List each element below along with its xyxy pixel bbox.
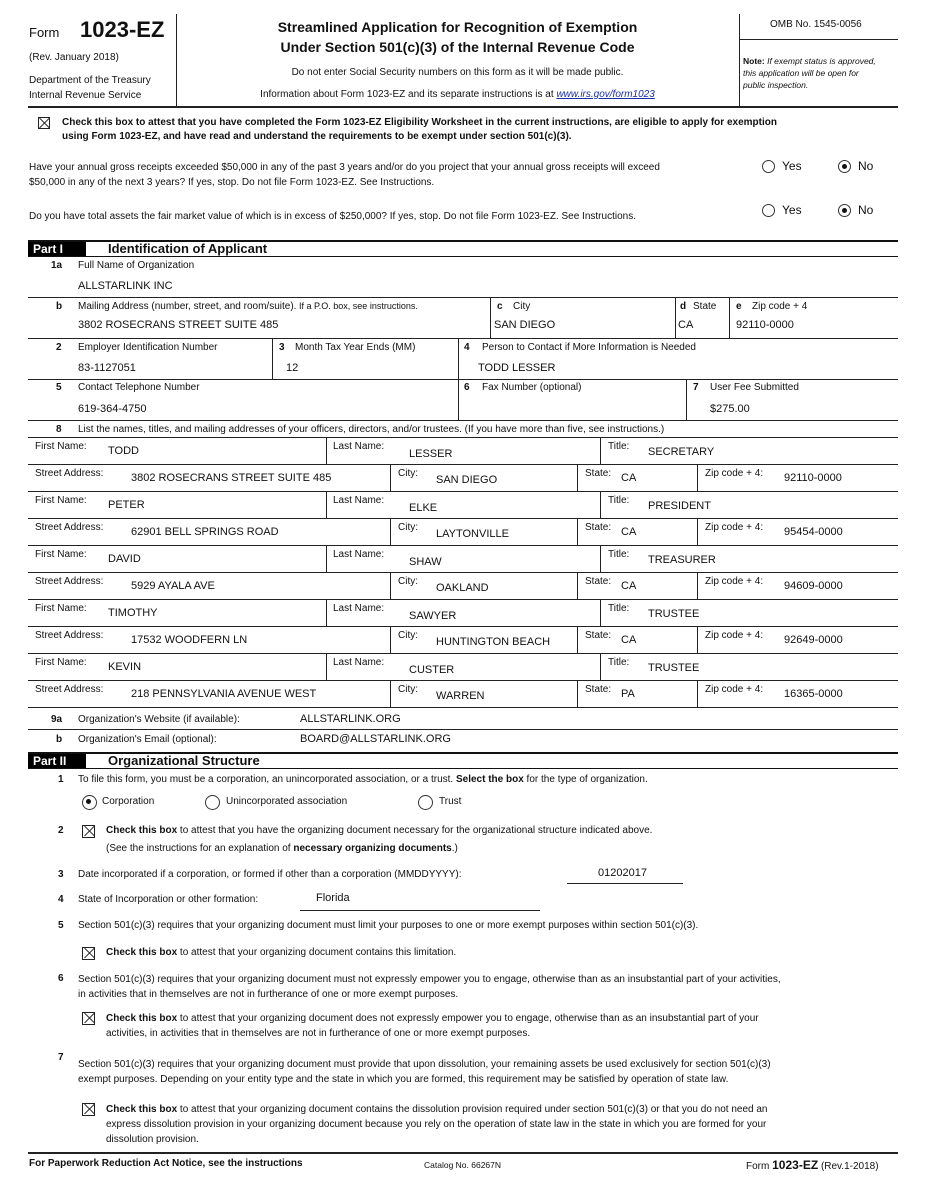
total-assets-yes-radio[interactable]: [762, 204, 775, 217]
paperwork-notice: For Paperwork Reduction Act Notice, see the instructions: [29, 1158, 303, 1169]
line-c-number: c: [497, 301, 503, 312]
state-label: State: [693, 301, 717, 312]
officer-last-label: Last Name:: [333, 441, 385, 452]
website-field[interactable]: ALLSTARLINK.ORG: [300, 713, 401, 725]
ssn-note: Do not enter Social Security numbers on this form as it will be made public.: [291, 67, 624, 78]
officer-col-divider: [577, 518, 578, 545]
catalog-number: Catalog No. 66267N: [424, 1160, 502, 1170]
officer-last-label: Last Name:: [333, 495, 385, 506]
line-3-number: 3: [279, 342, 285, 353]
officer-row-divider: [28, 464, 898, 465]
col-rule: [490, 297, 491, 338]
part1-title: Identification of Applicant: [108, 241, 268, 256]
officer-first-field[interactable]: TIMOTHY: [108, 607, 158, 619]
officer-col-divider: [600, 599, 601, 626]
phone-field[interactable]: 619-364-4750: [78, 403, 147, 415]
officer-street-field[interactable]: 3802 ROSECRANS STREET SUITE 485: [131, 472, 332, 484]
gross-receipts-no-radio[interactable]: [838, 160, 851, 173]
p2-line-7-number: 7: [58, 1052, 64, 1063]
officer-street-field[interactable]: 218 PENNSYLVANIA AVENUE WEST: [131, 688, 317, 700]
officer-row-divider: [28, 518, 898, 519]
officer-zip-label: Zip code + 4:: [705, 576, 764, 587]
line-5-number: 5: [56, 382, 62, 393]
officer-state-field[interactable]: CA: [621, 634, 637, 646]
fax-label: Fax Number (optional): [482, 382, 582, 393]
part1-label: Part I: [28, 242, 86, 256]
tax-year-label: Month Tax Year Ends (MM): [295, 342, 416, 353]
officer-title-field[interactable]: TRUSTEE: [648, 608, 700, 620]
date-incorporated-field[interactable]: 01202017: [598, 867, 647, 879]
empowerment-attest: Check this box to attest that your organizing document does not expressly empower you to engage, otherwise than as an insubstantial part of your activities, in activities that in themselves are not in furtherance of one or more exempt purposes.: [106, 1013, 759, 1039]
revision-date: (Rev. January 2018): [29, 52, 119, 63]
tax-year-field[interactable]: 12: [286, 362, 299, 374]
purpose-limitation-checkbox[interactable]: [82, 947, 95, 960]
row-rule: [28, 437, 898, 438]
part2-label: Part II: [28, 754, 86, 768]
officer-col-divider: [600, 437, 601, 464]
officer-first-label: First Name:: [35, 657, 87, 668]
officer-zip-label: Zip code + 4:: [705, 522, 764, 533]
officer-city-label: City:: [398, 468, 418, 479]
officer-last-label: Last Name:: [333, 549, 385, 560]
eligibility-attest-text: Check this box to attest that you have completed the Form 1023-EZ Eligibility Worksheet in the current instructions, are eligible to apply for exemption using Form 1023-EZ, and have read and understand the requirements to be exempt under section 501(c)(3).: [62, 117, 777, 142]
header-bottom-rule: [28, 106, 898, 108]
part2-title: Organizational Structure: [108, 753, 260, 768]
info-line: Information about Form 1023-EZ and its separate instructions is at www.irs.gov/form1023: [260, 89, 655, 100]
user-fee-field[interactable]: $275.00: [710, 403, 750, 415]
col-rule: [272, 338, 273, 379]
officer-col-divider: [600, 653, 601, 680]
state-field[interactable]: CA: [678, 319, 694, 331]
form-word: Form: [29, 25, 60, 40]
officer-title-label: Title:: [608, 549, 630, 560]
row-rule: [28, 729, 898, 730]
officer-city-field[interactable]: WARREN: [436, 690, 485, 702]
officer-row-divider: [28, 545, 898, 546]
officer-col-divider: [697, 572, 698, 599]
officers-instruction: List the names, titles, and mailing addresses of your officers, directors, and/or trustees. (If you have more than five, see instructions.): [78, 424, 665, 435]
dissolution-attest: Check this box to attest that your organizing document contains the dissolution provision required under section 501(c)(3) or that you do not need an express dissolution provision in your organizing document because you rely on the operation of state law in the state in which you are formed for your dissolution provision.: [106, 1104, 768, 1145]
officer-row-divider: [28, 653, 898, 654]
contact-person-field[interactable]: TODD LESSER: [478, 362, 556, 374]
organizing-document-note: (See the instructions for an explanation of necessary organizing documents.): [106, 843, 458, 854]
officer-col-divider: [390, 464, 391, 491]
officer-row-divider: [28, 572, 898, 573]
officer-first-label: First Name:: [35, 603, 87, 614]
city-field[interactable]: SAN DIEGO: [494, 319, 556, 331]
officer-title-field[interactable]: SECRETARY: [648, 446, 715, 458]
footer-form-id: Form 1023-EZ (Rev.1-2018): [746, 1158, 879, 1172]
officer-col-divider: [577, 464, 578, 491]
officer-street-field[interactable]: 17532 WOODFERN LN: [131, 634, 248, 646]
officer-col-divider: [577, 626, 578, 653]
officer-street-label: Street Address:: [35, 468, 104, 479]
officer-last-field[interactable]: LESSER: [409, 448, 453, 460]
date-incorporated-label: Date incorporated if a corporation, or formed if other than a corporation (MMDDYYYY):: [78, 869, 462, 880]
row-rule: [28, 420, 898, 421]
officer-row-divider: [28, 491, 898, 492]
officer-row-divider: [28, 599, 898, 600]
line-9a-number: 9a: [51, 714, 63, 725]
row-rule: [28, 297, 898, 298]
officer-city-field[interactable]: LAYTONVILLE: [436, 528, 509, 540]
officer-title-field[interactable]: PRESIDENT: [648, 500, 711, 512]
officer-state-field[interactable]: CA: [621, 580, 637, 592]
gross-receipts-question: Have your annual gross receipts exceeded $50,000 in any of the past 3 years and/or do you project that your annual gross receipts will exceed $50,000 in any of the next 3 years? If yes, stop. Do not file Form 1023-EZ. See Instructions.: [29, 162, 660, 188]
officer-zip-field[interactable]: 16365-0000: [784, 688, 843, 700]
officer-state-label: State:: [585, 576, 612, 587]
dissolution-checkbox[interactable]: [82, 1103, 95, 1116]
row-rule: [28, 379, 898, 380]
phone-label: Contact Telephone Number: [78, 382, 200, 393]
officer-zip-field[interactable]: 92110-0000: [784, 472, 842, 484]
officer-col-divider: [326, 437, 327, 464]
total-assets-no-label: No: [858, 203, 874, 217]
dept-line-2: Internal Revenue Service: [29, 90, 142, 101]
officer-last-field[interactable]: SHAW: [409, 556, 442, 568]
header-divider-right: [739, 14, 740, 106]
officer-first-label: First Name:: [35, 549, 87, 560]
officer-col-divider: [697, 680, 698, 707]
officer-col-divider: [697, 464, 698, 491]
officer-street-label: Street Address:: [35, 576, 104, 587]
officer-title-label: Title:: [608, 657, 630, 668]
date-underline: [567, 883, 683, 884]
dissolution-text: Section 501(c)(3) requires that your organizing document must provide that upon dissolution, your remaining assets be used exclusively for section 501(c)(3) exempt purposes. Depending on your entity type and the state in which you are formed, this requirement may be satisfied by operation of state law.: [78, 1059, 771, 1085]
officer-first-field[interactable]: DAVID: [108, 553, 141, 565]
omb-rule: [739, 39, 898, 40]
officer-street-label: Street Address:: [35, 630, 104, 641]
line-8-number: 8: [56, 424, 62, 435]
user-fee-label: User Fee Submitted: [710, 382, 799, 393]
officer-last-field[interactable]: ELKE: [409, 502, 438, 514]
row-rule: [28, 338, 898, 339]
mailing-address-field[interactable]: 3802 ROSECRANS STREET SUITE 485: [78, 319, 279, 331]
officer-col-divider: [697, 518, 698, 545]
officer-street-label: Street Address:: [35, 522, 104, 533]
officer-city-field[interactable]: OAKLAND: [436, 582, 489, 594]
col-rule: [686, 379, 687, 420]
eligibility-attest-checkbox[interactable]: [38, 117, 50, 129]
officer-state-label: State:: [585, 684, 612, 695]
officer-title-label: Title:: [608, 441, 630, 452]
officer-street-label: Street Address:: [35, 684, 104, 695]
officer-col-divider: [326, 653, 327, 680]
officer-city-field[interactable]: SAN DIEGO: [436, 474, 498, 486]
officer-col-divider: [390, 626, 391, 653]
officer-zip-field[interactable]: 94609-0000: [784, 580, 843, 592]
line-6-number: 6: [464, 382, 470, 393]
omb-number: OMB No. 1545-0056: [770, 19, 862, 30]
org-name-field[interactable]: ALLSTARLINK INC: [78, 280, 173, 292]
empowerment-checkbox[interactable]: [82, 1012, 95, 1025]
officer-col-divider: [326, 599, 327, 626]
officer-first-field[interactable]: PETER: [108, 499, 145, 511]
officer-zip-label: Zip code + 4:: [705, 630, 764, 641]
state-underline: [300, 910, 540, 911]
part1-header: [28, 240, 898, 257]
officer-first-label: First Name:: [35, 495, 87, 506]
officer-row-divider: [28, 680, 898, 681]
line-4-number: 4: [464, 342, 470, 353]
officer-state-field[interactable]: CA: [621, 526, 637, 538]
officer-zip-label: Zip code + 4:: [705, 684, 764, 695]
officer-title-field[interactable]: TREASURER: [648, 554, 716, 566]
p2-line-5-number: 5: [58, 920, 64, 931]
officer-col-divider: [697, 626, 698, 653]
officer-first-field[interactable]: KEVIN: [108, 661, 142, 673]
officer-col-divider: [326, 545, 327, 572]
officer-state-field[interactable]: CA: [621, 472, 637, 484]
email-field[interactable]: BOARD@ALLSTARLINK.ORG: [300, 733, 451, 745]
officer-last-field[interactable]: CUSTER: [409, 664, 455, 676]
officer-state-label: State:: [585, 522, 612, 533]
organizing-document-text: Check this box to attest that you have the organizing document necessary for the organizational structure indicated above.: [106, 825, 653, 836]
officer-row-divider: [28, 626, 898, 627]
p2-line-2-number: 2: [58, 825, 64, 836]
unincorporated-radio[interactable]: [205, 795, 220, 810]
dept-line-1: Department of the Treasury: [29, 75, 151, 86]
purpose-limitation-attest: Check this box to attest that your organizing document contains this limitation.: [106, 947, 457, 958]
line-1a-number: 1a: [51, 260, 63, 271]
officer-first-label: First Name:: [35, 441, 87, 452]
officer-col-divider: [390, 572, 391, 599]
public-inspection-note: Note: If exempt status is approved, this application will be open for public inspection.: [743, 56, 876, 90]
officer-last-field[interactable]: SAWYER: [409, 610, 457, 622]
part2-header: [28, 752, 898, 769]
p2-line-6-number: 6: [58, 973, 64, 984]
organizing-document-checkbox[interactable]: [82, 825, 95, 838]
total-assets-no-radio[interactable]: [838, 204, 851, 217]
officer-row-divider: [28, 707, 898, 708]
officer-zip-label: Zip code + 4:: [705, 468, 764, 479]
officer-title-label: Title:: [608, 603, 630, 614]
contact-person-label: Person to Contact if More Information is Needed: [482, 342, 696, 353]
total-assets-question: Do you have total assets the fair market value of which is in excess of $250,000? If yes, stop. Do not file Form 1023-EZ. See Instructions.: [29, 211, 636, 222]
officer-street-field[interactable]: 5929 AYALA AVE: [131, 580, 215, 592]
officer-zip-field[interactable]: 92649-0000: [784, 634, 843, 646]
line-9b-number: b: [56, 734, 63, 745]
p2-line-3-number: 3: [58, 869, 64, 880]
irs-form-link[interactable]: www.irs.gov/form1023: [556, 89, 655, 100]
ein-label: Employer Identification Number: [78, 342, 218, 353]
gross-receipts-no-label: No: [858, 159, 874, 173]
col-rule: [729, 297, 730, 338]
corporation-label: Corporation: [102, 796, 155, 807]
p2-line-1-number: 1: [58, 774, 64, 785]
purpose-limitation-text: Section 501(c)(3) requires that your organizing document must limit your purposes to one or more exempt purposes within section 501(c)(3).: [78, 920, 699, 931]
ein-field[interactable]: 83-1127051: [78, 362, 136, 374]
officer-zip-field[interactable]: 95454-0000: [784, 526, 843, 538]
email-label: Organization's Email (optional):: [78, 734, 217, 745]
officer-state-field[interactable]: PA: [621, 688, 635, 700]
line-d-number: d: [680, 301, 687, 312]
gross-receipts-yes-radio[interactable]: [762, 160, 775, 173]
officer-title-field[interactable]: TRUSTEE: [648, 662, 700, 674]
trust-radio[interactable]: [418, 795, 433, 810]
officer-last-label: Last Name:: [333, 657, 385, 668]
officer-city-label: City:: [398, 576, 418, 587]
empowerment-text: Section 501(c)(3) requires that your organizing document must not expressly empower you to engage, otherwise than as an insubstantial part of your activities, in activities that in themselves are not in furtherance of one or more exempt purposes.: [78, 974, 781, 1000]
officer-col-divider: [326, 491, 327, 518]
city-label: City: [513, 301, 531, 312]
form-number: 1023-EZ: [80, 17, 165, 42]
officer-state-label: State:: [585, 468, 612, 479]
p2-line-4-number: 4: [58, 894, 64, 905]
total-assets-yes-label: Yes: [782, 203, 802, 217]
gross-receipts-yes-label: Yes: [782, 159, 802, 173]
corporation-radio[interactable]: [82, 795, 97, 810]
state-incorporation-field[interactable]: Florida: [316, 892, 350, 904]
officer-last-label: Last Name:: [333, 603, 385, 614]
line-b-number: b: [56, 301, 63, 312]
officer-first-field[interactable]: TODD: [108, 445, 139, 457]
officer-city-label: City:: [398, 630, 418, 641]
officer-col-divider: [600, 491, 601, 518]
officer-city-label: City:: [398, 684, 418, 695]
trust-label: Trust: [439, 796, 462, 807]
org-name-label: Full Name of Organization: [78, 260, 195, 271]
zip-field[interactable]: 92110-0000: [736, 319, 794, 331]
officer-city-label: City:: [398, 522, 418, 533]
officer-col-divider: [577, 572, 578, 599]
org-type-instruction: To file this form, you must be a corporation, an unincorporated association, or a trust. Select the box for the type of organization.: [78, 774, 648, 785]
officer-col-divider: [577, 680, 578, 707]
mailing-address-label: Mailing Address (number, street, and room/suite). If a P.O. box, see instructions.: [78, 301, 418, 312]
zip-label: Zip code + 4: [752, 301, 808, 312]
officer-title-label: Title:: [608, 495, 630, 506]
line-7-number: 7: [693, 382, 699, 393]
officer-col-divider: [390, 680, 391, 707]
line-e-number: e: [736, 301, 742, 312]
footer-rule: [28, 1152, 898, 1154]
officer-city-field[interactable]: HUNTINGTON BEACH: [436, 636, 551, 648]
officer-col-divider: [390, 518, 391, 545]
officer-street-field[interactable]: 62901 BELL SPRINGS ROAD: [131, 526, 279, 538]
website-label: Organization's Website (if available):: [78, 714, 240, 725]
state-incorporation-label: State of Incorporation or other formation:: [78, 894, 259, 905]
officer-col-divider: [600, 545, 601, 572]
col-rule: [675, 297, 676, 338]
officer-state-label: State:: [585, 630, 612, 641]
line-2-number: 2: [56, 342, 62, 353]
form-title: Streamlined Application for Recognition of Exemption Under Section 501(c)(3) of the Internal Revenue Code: [277, 19, 638, 55]
unincorporated-label: Unincorporated association: [226, 796, 348, 807]
